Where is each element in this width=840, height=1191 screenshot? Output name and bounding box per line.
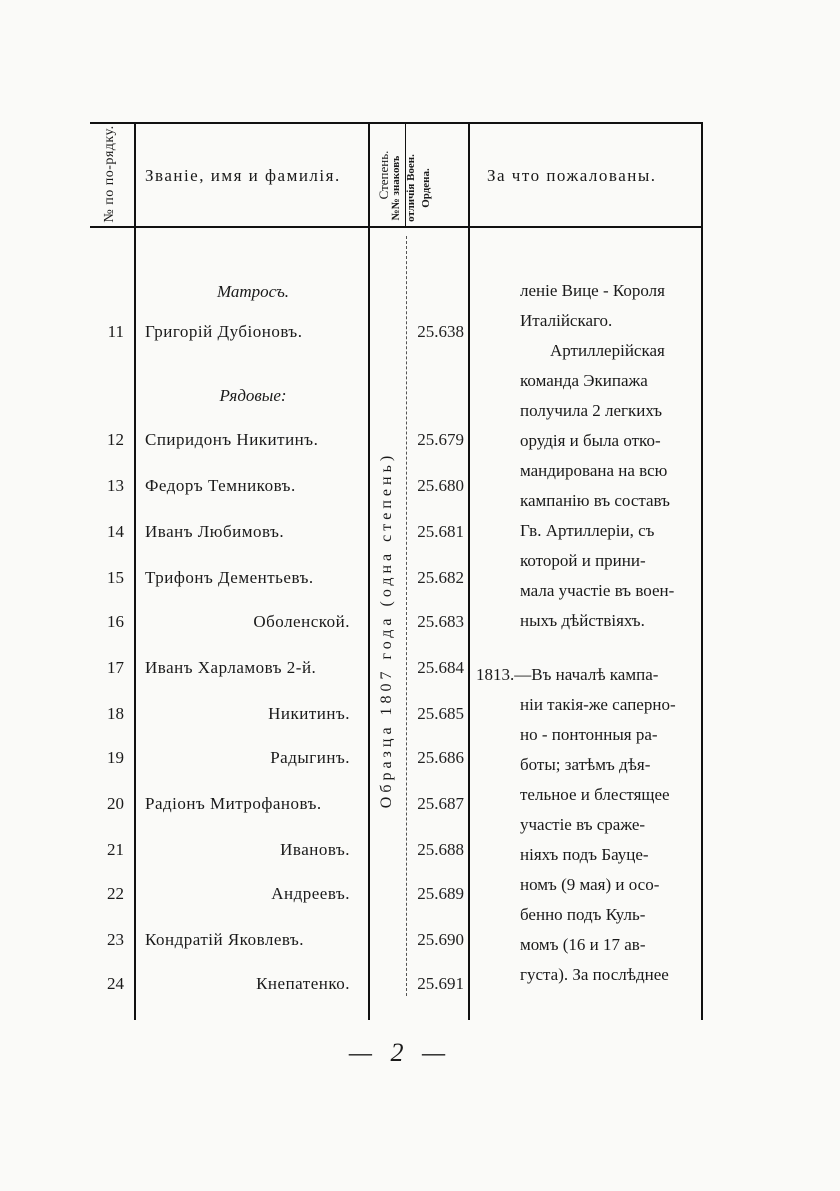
reason-line: орудія и была отко- (520, 431, 661, 450)
row-number: 16 (107, 612, 124, 631)
header-badge-line-1: №№ знаковъ (390, 155, 402, 221)
header-num-col: № по по-рядку. (102, 125, 117, 223)
reason-line: которой и прини- (520, 551, 646, 570)
reason-line: боты; затѣмъ дѣя- (520, 755, 651, 774)
row-name: Трифонъ Дементьевъ. (145, 568, 314, 587)
reason-line: Италійскаго. (520, 311, 613, 330)
row-number: 23 (107, 930, 124, 949)
row-number: 20 (107, 794, 124, 813)
row-name: Радыгинъ. (270, 748, 350, 767)
row-name: Никитинъ. (268, 704, 350, 723)
row-badge-number: 25.682 (417, 568, 464, 587)
reason-line: кампанію въ составъ (520, 491, 670, 510)
category-privates: Рядовые: (219, 386, 287, 405)
row-number: 21 (107, 840, 124, 859)
row-badge-number: 25.691 (417, 974, 464, 993)
reason-line: номъ (9 мая) и осо- (520, 875, 660, 894)
row-badge-number: 25.689 (417, 884, 464, 903)
grade-vertical-text: Образца 1807 года (одна степень) (378, 451, 395, 809)
header-badge-line-2: отличія Воен. (405, 154, 417, 222)
reason-line: бенно подъ Куль- (520, 905, 646, 924)
row-name: Ивановъ. (280, 840, 350, 859)
row-badge-number: 25.638 (417, 322, 464, 341)
row-name: Оболенской. (253, 612, 350, 631)
reason-line: тельное и блестящее (520, 785, 670, 804)
header-badge-line-3: Ордена. (420, 168, 432, 208)
col-divider-1 (134, 122, 136, 1020)
row-badge-number: 25.684 (417, 658, 464, 677)
row-badge-number: 25.688 (417, 840, 464, 859)
row-number: 14 (107, 522, 124, 541)
reason-line: Артиллерійская (550, 341, 665, 360)
reason-line: но - понтонныя ра- (520, 725, 658, 744)
row-badge-number: 25.690 (417, 930, 464, 949)
category-sailor: Матросъ. (216, 282, 290, 301)
header-degree-col: Степень. (376, 150, 391, 200)
row-badge-number: 25.686 (417, 748, 464, 767)
row-name: Иванъ Любимовъ. (145, 522, 285, 541)
row-name: Спиридонъ Никитинъ. (145, 430, 319, 449)
row-number: 11 (107, 322, 124, 341)
row-number: 18 (107, 704, 124, 723)
top-rule (90, 122, 702, 124)
reason-line: ніи такія-же саперно- (520, 695, 676, 714)
row-name: Кнепатенко. (256, 974, 350, 993)
header-reason-col: За что пожалованы. (487, 166, 657, 185)
reason-line: получила 2 легкихъ (520, 401, 663, 420)
page-number: — 2 — (348, 1038, 452, 1067)
row-name: Андреевъ. (271, 884, 350, 903)
reason-line: ныхъ дѣйствіяхъ. (520, 611, 645, 630)
row-name: Кондратій Яковлевъ. (145, 930, 305, 949)
row-name: Федоръ Темниковъ. (145, 476, 296, 495)
row-badge-number: 25.681 (417, 522, 464, 541)
col-divider-5 (701, 122, 703, 1020)
row-name: Иванъ Харламовъ 2-й. (145, 658, 317, 677)
row-number: 24 (107, 974, 124, 993)
row-number: 15 (107, 568, 124, 587)
col-divider-4 (468, 122, 470, 1020)
row-number: 22 (107, 884, 124, 903)
reason-line: леніе Вице - Короля (520, 281, 665, 300)
reason-line: момъ (16 и 17 ав- (520, 935, 646, 954)
reason-line: 1813.—Въ началѣ кампа- (476, 665, 659, 684)
row-number: 17 (107, 658, 124, 677)
reason-line: густа). За послѣднее (520, 965, 669, 984)
row-name: Григорій Дубіоновъ. (145, 322, 303, 341)
col-divider-2 (368, 122, 370, 1020)
reason-line: мала участіе въ воен- (520, 581, 675, 600)
row-number: 12 (107, 430, 124, 449)
header-badge-col (389, 128, 437, 248)
row-number: 13 (107, 476, 124, 495)
reason-line: команда Экипажа (520, 371, 648, 390)
row-number: 19 (107, 748, 124, 767)
reason-line: мандирована на всю (520, 461, 668, 480)
header-name-col: Званіе, имя и фамилія. (145, 166, 341, 185)
row-badge-number: 25.680 (417, 476, 464, 495)
row-name: Радіонъ Митрофановъ. (145, 794, 322, 813)
row-badge-number: 25.685 (417, 704, 464, 723)
reason-line: ніяхъ подъ Бауце- (520, 845, 649, 864)
reason-line: участіе въ сраже- (520, 815, 646, 834)
row-badge-number: 25.687 (417, 794, 464, 813)
row-badge-number: 25.679 (417, 430, 464, 449)
reason-line: Гв. Артиллеріи, съ (520, 521, 655, 540)
row-badge-number: 25.683 (417, 612, 464, 631)
